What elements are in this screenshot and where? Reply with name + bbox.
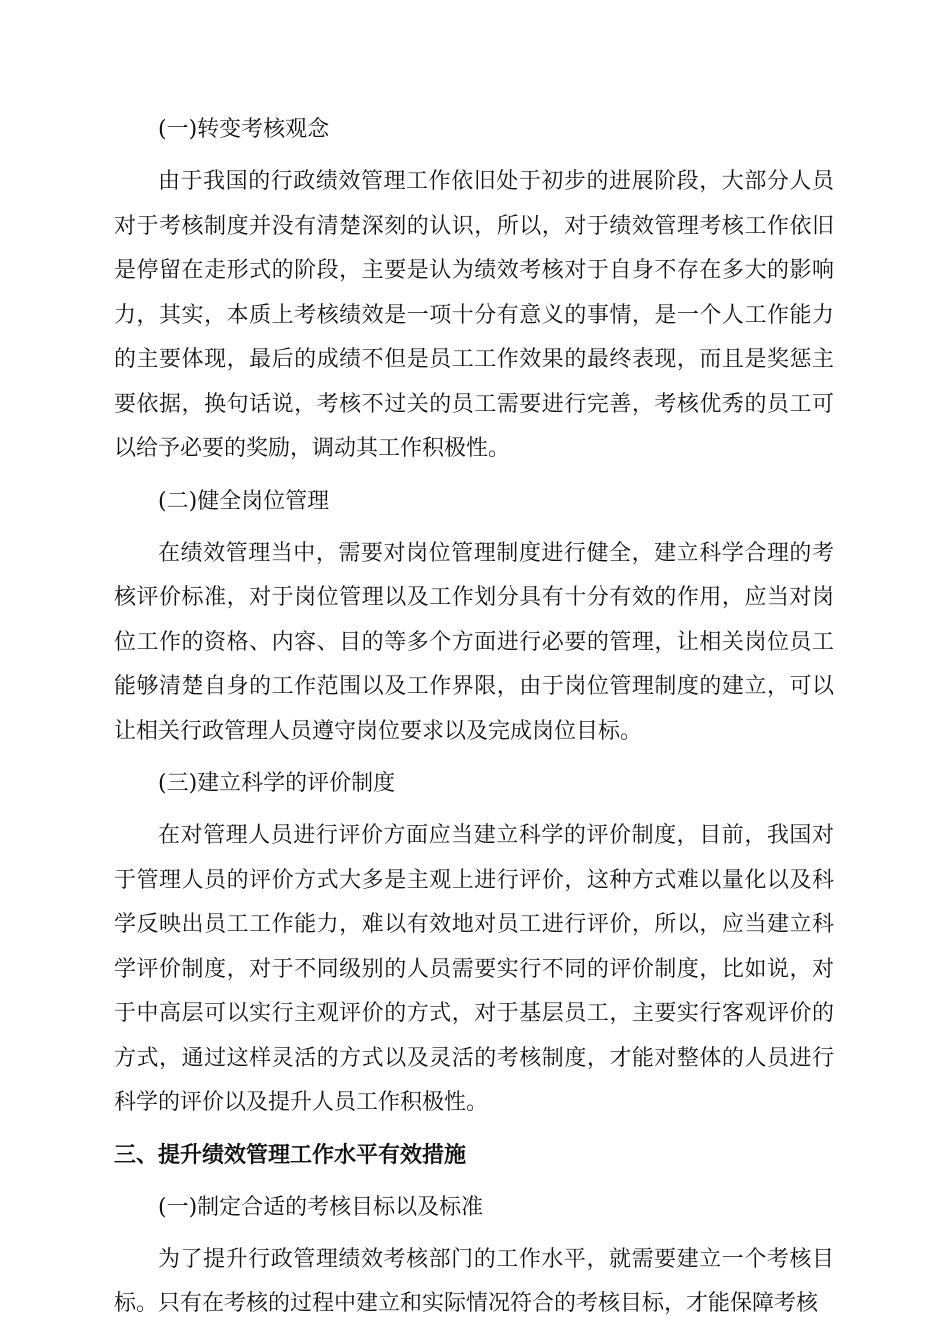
paragraph-evaluation-system: 在对管理人员进行评价方面应当建立科学的评价制度，目前，我国对于管理人员的评价方式大多是主观上进行评价，这种方式难以量化以及科学反映出员工工作能力，难以有效地对员工进行评价，所以，应当建立科学评价制度，对于不同级别的人员需要实行不同的评价制度，比如说，对于中高层可以实行主观评价的方式，对于基层员工，主要实行客观评价的方式，通过这样灵活的方式以及灵活的考核制度，才能对整体的人员进行科学的评价以及提升人员工作积极性。 bbox=[114, 823, 834, 1115]
paragraph-position-management: 在绩效管理当中，需要对岗位管理制度进行健全，建立科学合理的考核评价标准，对于岗位管理以及工作划分具有十分有效的作用，应当对岗位工作的资格、内容、目的等多个方面进行必要的管理，让相关岗位员工能够清楚自身的工作范围以及工作界限，由于岗位管理制度的建立，可以让相关行政管理人员遵守岗位要求以及完成岗位目标。 bbox=[114, 540, 834, 744]
subheading-evaluation-system: (三)建立科学的评价制度 bbox=[158, 771, 396, 796]
subheading-position-management: (二)健全岗位管理 bbox=[158, 488, 330, 514]
subheading-assessment-goals: (一)制定合适的考核目标以及标准 bbox=[158, 1194, 484, 1220]
paragraph-change-concept: 由于我国的行政绩效管理工作依旧处于初步的进展阶段，大部分人员对于考核制度并没有清楚深刻的认识，所以，对于绩效管理考核工作依旧是停留在走形式的阶段，主要是认为绩效考核对于自身不存在多大的影响力，其实，本质上考核绩效是一项十分有意义的事情，是一个人工作能力的主要体现，最后的成绩不但是员工工作效果的最终表现，而且是奖惩主要依据，换句话说，考核不过关的员工需要进行完善，考核优秀的员工可以给予必要的奖励，调动其工作积极性。 bbox=[114, 169, 834, 461]
document-page bbox=[114, 108, 834, 1335]
section-heading-measures: 三、提升绩效管理工作水平有效措施 bbox=[114, 1142, 467, 1168]
paragraph-assessment-goals: 为了提升行政管理绩效考核部门的工作水平，就需要建立一个考核目标。只有在考核的过程中建立和实际情况符合的考核目标，才能保障考核 bbox=[114, 1246, 834, 1316]
subheading-change-concept: (一)转变考核观念 bbox=[158, 117, 330, 142]
